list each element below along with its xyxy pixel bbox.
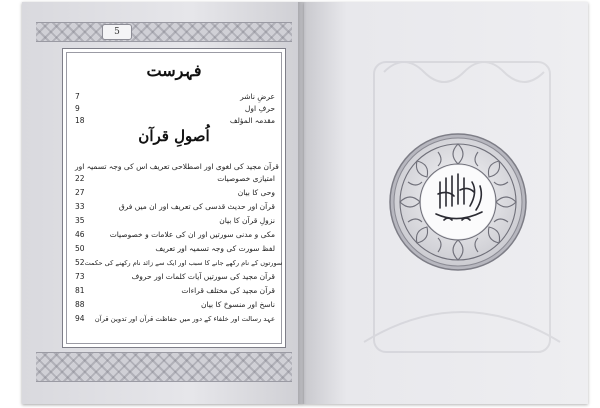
toc-row [75,283,275,295]
toc-page: 22 [75,174,85,183]
toc-page: 81 [75,286,85,295]
toc-row [75,227,275,239]
toc-page: 94 [75,314,85,323]
section-heading: اُصولِ قرآن [138,127,210,145]
open-book [22,2,588,404]
bottom-ornament-band [36,352,292,382]
toc-page: 18 [75,116,85,125]
table-of-contents [62,48,286,348]
toc-page: 88 [75,300,85,309]
toc-label: ناسخ اور منسوخ کا بیان [200,300,275,309]
book-spine [298,2,312,404]
toc-label: قرآن مجید کی مختلف قراءات [181,286,275,295]
toc-page: 35 [75,216,85,225]
bismillah-emblem [388,132,528,272]
toc-row [75,255,283,267]
toc-row [75,185,275,197]
toc-label: حرفِ اول [244,104,275,113]
toc-page: 52 [75,258,85,267]
page-number: 5 [102,24,132,40]
toc-row [75,89,275,101]
toc-label: عرضِ ناشر [240,92,275,101]
toc-page: 33 [75,202,85,211]
toc-page: 27 [75,188,85,197]
toc-label: وحی کا بیان [237,188,275,197]
toc-row [75,241,275,253]
toc-row [75,171,275,183]
toc-row [75,159,279,171]
toc-row [75,101,275,113]
toc-label: لفظ سورت کی وجہ تسمیہ اور تعریف [155,244,275,253]
toc-page: 50 [75,244,85,253]
toc-page: 46 [75,230,85,239]
toc-row [75,113,275,125]
toc-label: سورتوں کے نام رکھے جانے کا سبب اور ایک سے زائد نام رکھنے کی حکمت [84,259,283,267]
toc-page: 9 [75,104,80,113]
toc-page: 7 [75,92,80,101]
toc-label: قرآن مجید کی سورتیں آیات کلمات اور حروف [131,272,275,281]
toc-label: عہد رسالت اور خلفاء کے دور میں حفاظت قرآن اور تدوین قرآن [94,315,275,323]
toc-row [75,199,275,211]
toc-page: 73 [75,272,85,281]
left-page [22,2,304,404]
toc-row [75,297,275,309]
top-ornament-band [36,22,292,42]
toc-label: قرآن مجید کی لغوی اور اصطلاحی تعریف اس کی وجہ تسمیہ اور [75,162,279,171]
toc-label: امتیازی خصوصیات [217,174,275,183]
toc-label: مکی و مدنی سورتیں اور ان کی علامات و خصوصیات [109,230,275,239]
toc-label: نزولِ قرآن کا بیان [219,216,275,225]
toc-label: مقدمہ المؤلف [229,116,275,125]
toc-row [75,311,275,323]
toc-row [75,269,275,281]
toc-title: فہرست [146,61,202,80]
toc-row [75,213,275,225]
toc-label: قرآن اور حدیث قدسی کی تعریف اور ان میں فرق [118,202,275,211]
